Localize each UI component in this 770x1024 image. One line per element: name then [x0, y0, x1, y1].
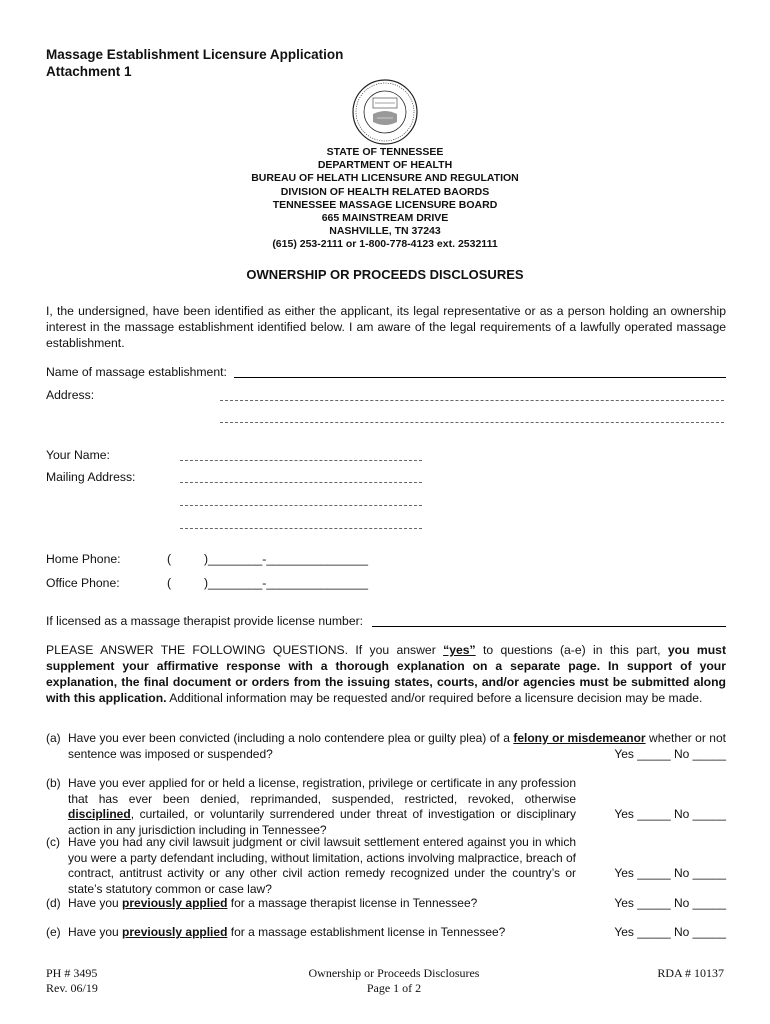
establishment-name-field[interactable] [234, 377, 726, 378]
yes-no-field[interactable]: Yes _____ No _____ [614, 807, 726, 822]
mailing-address-label: Mailing Address: [46, 470, 136, 484]
rda-number: RDA # 10137 [657, 966, 724, 980]
license-number-label: If licensed as a massage therapist provide license number: [46, 614, 364, 628]
agency-line: BUREAU OF HELATH LICENSURE AND REGULATION [251, 172, 519, 185]
mailing-address-field-line-2[interactable] [180, 505, 422, 506]
question-a [46, 731, 726, 762]
question-emphasis: felony or misdemeanor [513, 731, 646, 745]
question-label: (e) [46, 925, 61, 939]
yes-no-field[interactable]: Yes _____ No _____ [614, 746, 726, 761]
instructions-yes: “yes” [443, 643, 476, 657]
state-seal-icon [351, 78, 419, 146]
form-title: Massage Establishment Licensure Application [46, 47, 344, 62]
question-text: for a massage therapist license in Tennessee? [227, 896, 478, 910]
agency-line: STATE OF TENNESSEE [326, 146, 444, 158]
agency-address-block [0, 146, 770, 252]
agency-line: DIVISION OF HEALTH RELATED BAORDS [280, 185, 490, 198]
agency-line: (615) 253-2111 or 1-800-778-4123 ext. 2532111 [272, 238, 498, 251]
agency-line: NASHVILLE, TN 37243 [329, 225, 441, 238]
revision-date: Rev. 06/19 [46, 981, 98, 995]
intro-paragraph: I, the undersigned, have been identified as either the applicant, its legal representative or as a person holding an ownership interest in the massage establishment identified below. I am aware of the legal requirements of a lawfully operated massage establishment. [46, 304, 726, 350]
instructions-part3: Additional information may be requested and/or required before a licensure decision may be made. [166, 691, 703, 705]
form-number: PH # 3495 [46, 966, 98, 980]
agency-line: TENNESSEE MASSAGE LICENSURE BOARD [272, 198, 498, 211]
form-subtitle: Attachment 1 [46, 64, 132, 79]
footer-center [0, 966, 770, 996]
address-field-line-2[interactable] [220, 422, 724, 423]
office-phone-field[interactable]: )________-_______________ [204, 576, 369, 590]
establishment-name-label: Name of massage establishment: [46, 365, 227, 379]
question-c [46, 835, 726, 897]
question-emphasis: previously applied [122, 896, 228, 910]
footer-right [657, 966, 724, 981]
home-phone-paren: ( [167, 552, 172, 566]
yes-no-field[interactable]: Yes _____ No _____ [614, 925, 726, 939]
question-text: Have you [68, 896, 123, 910]
question-label: (c) [46, 835, 60, 849]
question-text: Have you ever been convicted (including a nolo contendere plea or guilty plea) of a [68, 731, 514, 745]
page-number: Page 1 of 2 [366, 981, 422, 995]
instructions-part1: PLEASE ANSWER THE FOLLOWING QUESTIONS. If you answer [46, 643, 444, 657]
address-label: Address: [46, 388, 95, 402]
mailing-address-field-line-3[interactable] [180, 528, 422, 529]
yes-no-field[interactable]: Yes _____ No _____ [614, 896, 726, 910]
question-d [46, 896, 726, 912]
your-name-label: Your Name: [46, 448, 110, 462]
question-text: Have you had any civil lawsuit judgment or civil lawsuit settlement entered against you in which you were a party defendant including, without limitation, actions involving malpractice, breach of contract, antitrust activity or any other civil action remedy recognized under the country’s or state’s statutory common or case law? [68, 835, 576, 896]
question-text: whether or not sentence was imposed or suspended? [68, 731, 726, 761]
question-emphasis: previously applied [122, 925, 228, 939]
question-label: (d) [46, 896, 61, 910]
question-label: (a) [46, 731, 61, 745]
your-name-field[interactable] [180, 460, 422, 461]
page-title: OWNERSHIP OR PROCEEDS DISCLOSURES [246, 267, 524, 282]
home-phone-label: Home Phone: [46, 552, 121, 566]
question-text: , curtailed, or voluntarily surrendered under threat of investigation or disciplinary action in any jurisdiction including in Tennessee? [68, 807, 576, 837]
home-phone-field[interactable]: )________-_______________ [204, 552, 369, 566]
question-e [46, 925, 726, 941]
form-header [46, 46, 343, 80]
question-b [46, 776, 726, 838]
agency-line: 665 MAINSTREAM DRIVE [321, 212, 449, 225]
office-phone-paren: ( [167, 576, 172, 590]
question-text: for a massage establishment license in Tennessee? [227, 925, 506, 939]
address-field-line-1[interactable] [220, 400, 724, 401]
question-text: Have you ever applied for or held a license, registration, privilege or certificate in any profession that has ever been denied, reprimanded, suspended, restricted, revoked, otherwise [68, 776, 576, 806]
agency-line: DEPARTMENT OF HEALTH [317, 159, 453, 172]
instructions-bold: you must supplement your affirmative response with a thorough explanation on a separate page. In support of your explanation, the final document or orders from the issuing states, courts, and/or agencies must be submitted along with this application. [46, 643, 727, 705]
license-number-field[interactable] [372, 626, 726, 627]
mailing-address-field-line-1[interactable] [180, 482, 422, 483]
question-text: Have you [68, 925, 123, 939]
office-phone-label: Office Phone: [46, 576, 120, 590]
question-label: (b) [46, 776, 61, 790]
instructions-paragraph [46, 642, 726, 706]
yes-no-field[interactable]: Yes _____ No _____ [614, 866, 726, 881]
question-emphasis: disciplined [68, 807, 131, 822]
footer-title: Ownership or Proceeds Disclosures [308, 966, 480, 980]
instructions-part2: to questions (a-e) in this part, [475, 643, 668, 657]
